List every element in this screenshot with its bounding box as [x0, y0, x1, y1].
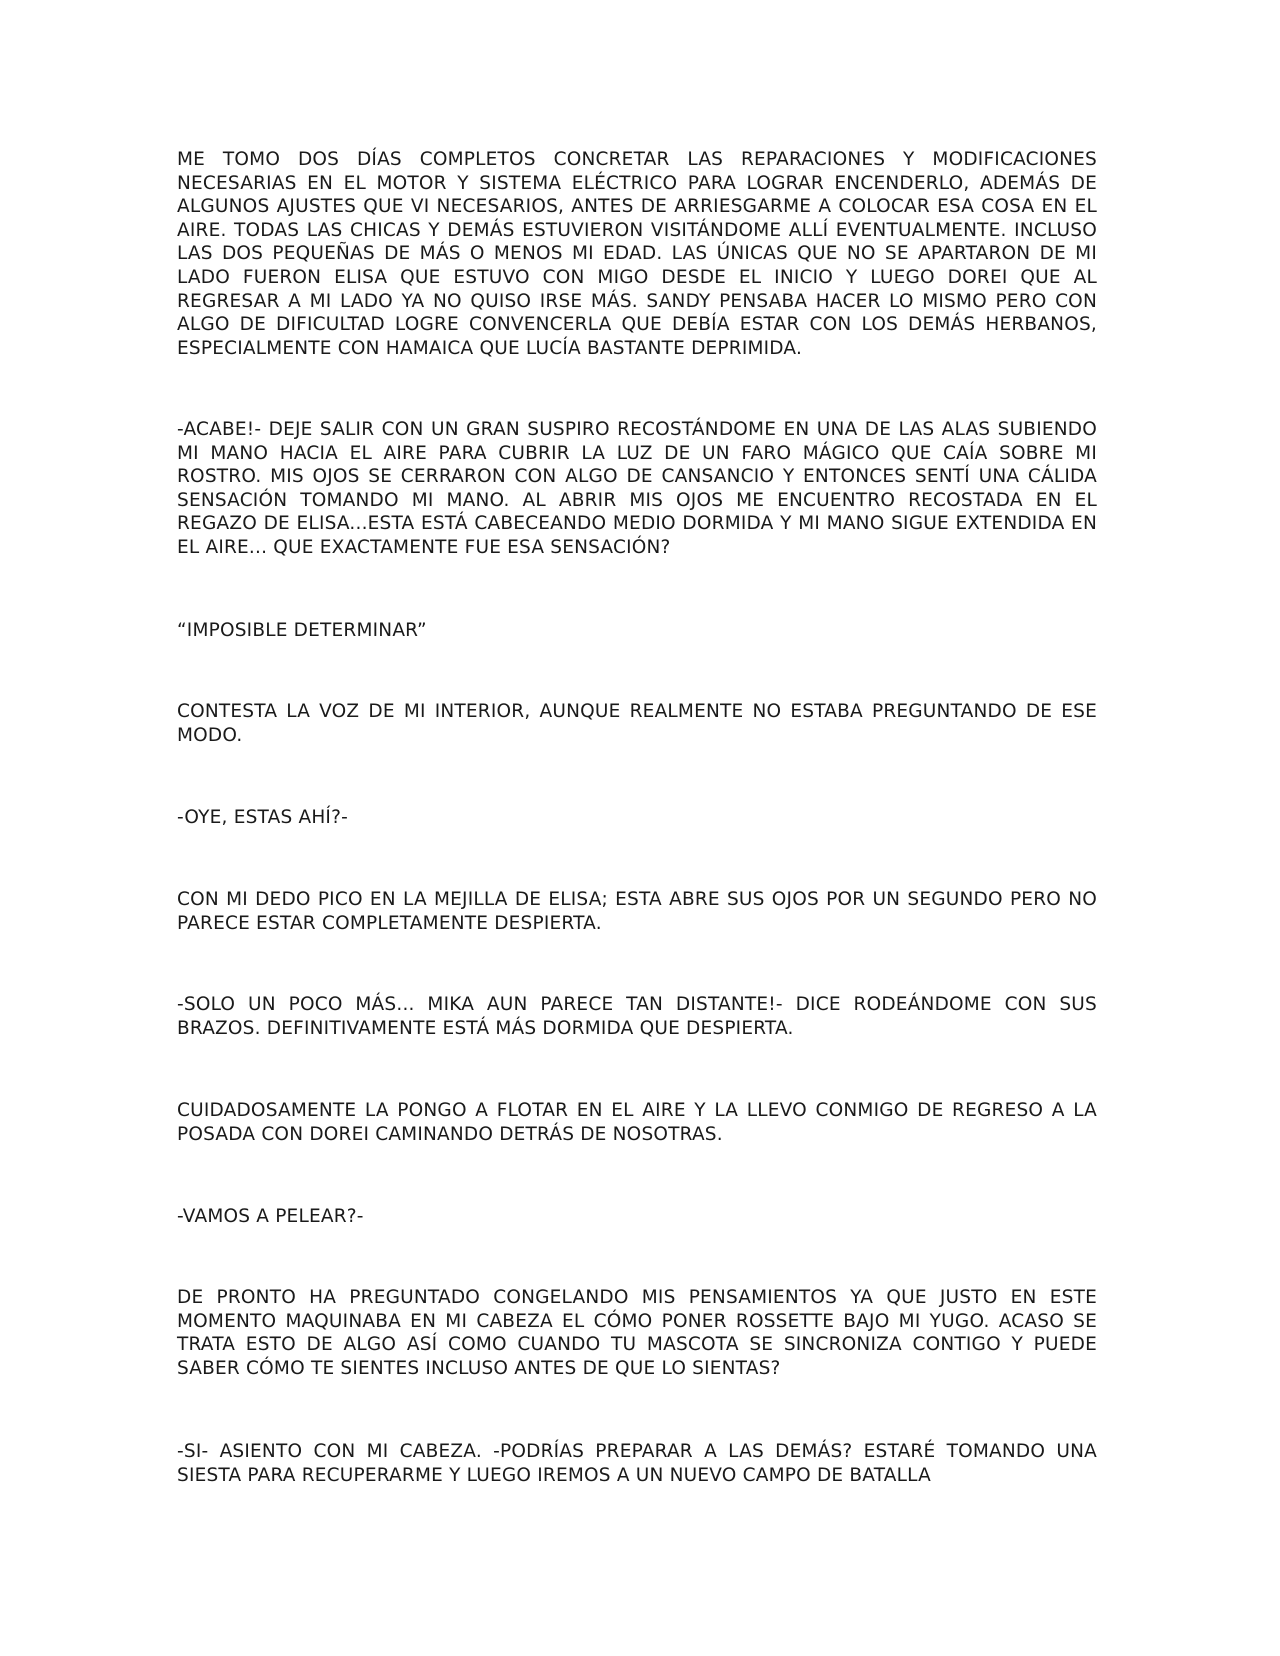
- paragraph-voz-interior: CONTESTA LA VOZ DE MI INTERIOR, AUNQUE REALMENTE NO ESTABA PREGUNTANDO DE ESE MODO.: [177, 701, 1097, 746]
- paragraph-acabe: -ACABE!- DEJE SALIR CON UN GRAN SUSPIRO RECOSTÁNDOME EN UNA DE LAS ALAS SUBIENDO MI MANO HACIA EL AIRE PARA CUBRIR LA LUZ DE UN FARO MÁGICO QUE CAÍA SOBRE MI ROSTRO. MIS OJOS SE CERRARON CON ALGO DE CANSANCIO Y ENTONCES SENTÍ UNA CÁLIDA SENSACIÓN TOMANDO MI MANO. AL ABRIR MIS OJOS ME ENCUENTRO RECOSTADA EN EL REGAZO DE ELISA...ESTA ESTÁ CABECEANDO MEDIO DORMIDA Y MI MANO SIGUE EXTENDIDA EN EL AIRE... QUE EXACTAMENTE FUE ESA SENSACIÓN?: [177, 419, 1097, 558]
- paragraph-si-asiento: -SI- ASIENTO CON MI CABEZA. -PODRÍAS PREPARAR A LAS DEMÁS? ESTARÉ TOMANDO UNA SIESTA PARA RECUPERARME Y LUEGO IREMOS A UN NUEVO CAMPO DE BATALLA: [177, 1441, 1097, 1486]
- paragraph-repairs: ME TOMO DOS DÍAS COMPLETOS CONCRETAR LAS REPARACIONES Y MODIFICACIONES NECESARIAS EN EL MOTOR Y SISTEMA ELÉCTRICO PARA LOGRAR ENCENDERLO, ADEMÁS DE ALGUNOS AJUSTES QUE VI NECESARIOS, ANTES DE ARRIESGARME A COLOCAR ESA COSA EN EL AIRE. TODAS LAS CHICAS Y DEMÁS ESTUVIERON VISITÁNDOME ALLÍ EVENTUALMENTE. INCLUSO LAS DOS PEQUEÑAS DE MÁS O MENOS MI EDAD. LAS ÚNICAS QUE NO SE APARTARON DE MI LADO FUERON ELISA QUE ESTUVO CON MIGO DESDE EL INICIO Y LUEGO DOREI QUE AL REGRESAR A MI LADO YA NO QUISO IRSE MÁS. SANDY PENSABA HACER LO MISMO PERO CON ALGO DE DIFICULTAD LOGRE CONVENCERLA QUE DEBÍA ESTAR CON LOS DEMÁS HERBANOS, ESPECIALMENTE CON HAMAICA QUE LUCÍA BASTANTE DEPRIMIDA.: [177, 149, 1097, 359]
- paragraph-oye: -OYE, ESTAS AHÍ?-: [177, 807, 348, 828]
- paragraph-dedo-mejilla: CON MI DEDO PICO EN LA MEJILLA DE ELISA; ESTA ABRE SUS OJOS POR UN SEGUNDO PERO NO PARECE ESTAR COMPLETAMENTE DESPIERTA.: [177, 889, 1097, 934]
- paragraph-flotar: CUIDADOSAMENTE LA PONGO A FLOTAR EN EL AIRE Y LA LLEVO CONMIGO DE REGRESO A LA POSADA CON DOREI CAMINANDO DETRÁS DE NOSOTRAS.: [177, 1100, 1097, 1145]
- paragraph-solo-un-poco: -SOLO UN POCO MÁS... MIKA AUN PARECE TAN DISTANTE!- DICE RODEÁNDOME CON SUS BRAZOS. DEFINITIVAMENTE ESTÁ MÁS DORMIDA QUE DESPIERTA.: [177, 994, 1097, 1039]
- paragraph-de-pronto: DE PRONTO HA PREGUNTADO CONGELANDO MIS PENSAMIENTOS YA QUE JUSTO EN ESTE MOMENTO MAQUINABA EN MI CABEZA EL CÓMO PONER ROSSETTE BAJO MI YUGO. ACASO SE TRATA ESTO DE ALGO ASÍ COMO CUANDO TU MASCOTA SE SINCRONIZA CONTIGO Y PUEDE SABER CÓMO TE SIENTES INCLUSO ANTES DE QUE LO SIENTAS?: [177, 1287, 1097, 1379]
- paragraph-imposible-determinar: “IMPOSIBLE DETERMINAR”: [177, 620, 427, 641]
- paragraph-vamos-a-pelear: -VAMOS A PELEAR?-: [177, 1206, 364, 1227]
